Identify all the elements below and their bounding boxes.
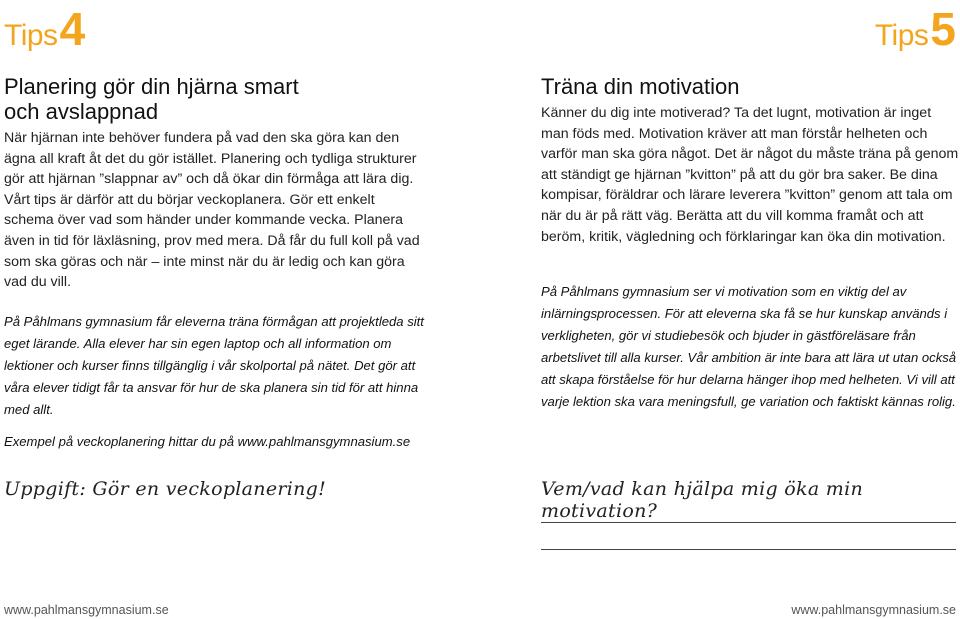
- section-heading: Träna din motivation: [541, 74, 740, 99]
- school-paragraph: På Påhlmans gymnasium ser vi motivation som en viktig del av inlärningsprocessen. För att eleverna ska få se hur kunskap används i verkligheten, gör vi studiebesök och bjuder in gästföreläsare från arbetslivet till alla kurser. Vår ambition är inte bara att lära ut utan också att skapa förståelse för hur delarna hänger ihop med helheten. Vi vill att varje lektion ska vara meningsfull, ge variation och faktiskt kännas rolig.: [541, 284, 957, 410]
- body-paragraph: När hjärnan inte behöver fundera på vad den ska göra kan den ägna all kraft åt det du gör istället. Planering och tydliga strukturer gör att hjärnan ”slappnar av” och då ökar din förmåga att lära dig. Vårt tips är därför att du börjar veckoplanera. Gör ett enkelt schema över vad som händer under kommande vecka. Planera även in tid för läxläsning, prov med mera. Då får du full koll på vad som ska göras och när – inte minst när du är ledig och kan göra vad du vill.: [4, 130, 420, 291]
- section-heading: Planering gör din hjärna smart och avslappnad: [4, 74, 299, 124]
- example-paragraph: Exempel på veckoplanering hittar du på www.pahlmansgymnasium.se: [4, 433, 411, 449]
- footer-url: www.pahlmansgymnasium.se: [4, 603, 169, 617]
- answer-line[interactable]: [541, 549, 956, 550]
- right-column: [541, 74, 960, 413]
- tips-number: 5: [930, 3, 956, 55]
- tips-4-heading: [4, 2, 85, 56]
- task-prompt: Uppgift: Gör en veckoplanering!: [4, 478, 327, 500]
- footer-url: www.pahlmansgymnasium.se: [791, 603, 956, 617]
- body-paragraph: Känner du dig inte motiverad? Ta det lugnt, motivation är inget man föds med. Motivation kräver att man förstår helheten och varför man ska göra något. Det är något du måste träna på genom att ständigt ge hjärnan ”kvitton” på att du gör bra saker. Be dina kompisar, föräldrar och lärare leverera ”kvitton” genom att tala om när du är på rätt väg. Berätta att du vill komma framåt och att beröm, kritik, vägledning och förklaringar kan öka din motivation.: [541, 105, 959, 245]
- tips-word: Tips: [4, 19, 58, 52]
- school-paragraph: På Påhlmans gymnasium får eleverna träna förmågan att projektleda sitt eget lärande. Alla elever har sin egen laptop och all information om lektioner och kurser finns tillgänglig i vår skolportal på nätet. Det gör att våra elever tidigt får ta ansvar för hur de ska planera sin tid för att hinna med allt.: [4, 313, 424, 417]
- tips-word: Tips: [874, 19, 929, 52]
- task-prompt: Vem/vad kan hjälpa mig öka min motivation?: [541, 478, 864, 522]
- answer-line[interactable]: [541, 522, 956, 523]
- left-column: [4, 74, 424, 453]
- tips-number: 4: [59, 3, 86, 55]
- tips-5-heading: [875, 2, 956, 56]
